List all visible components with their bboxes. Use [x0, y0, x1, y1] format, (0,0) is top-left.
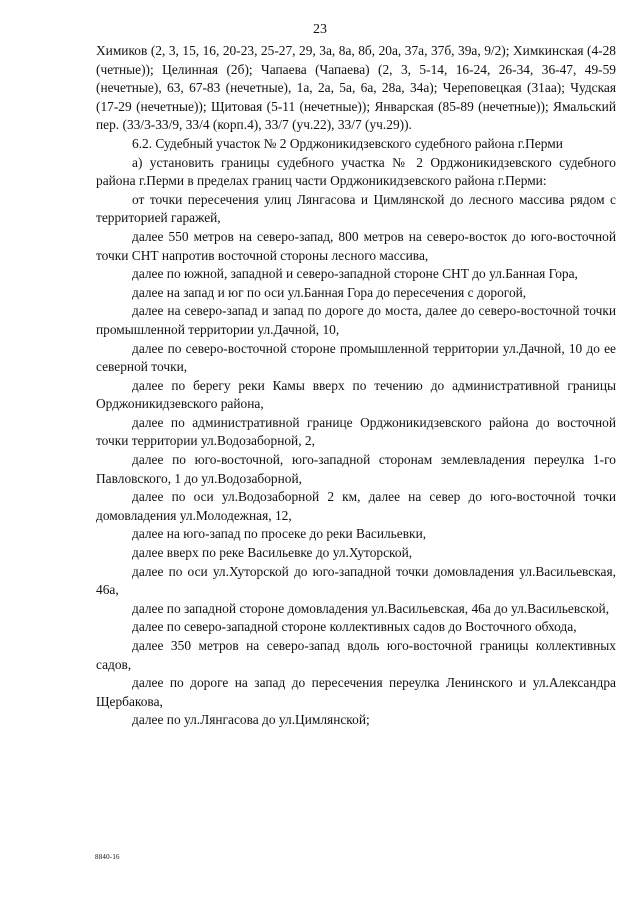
paragraph-boundaries-intro: а) установить границы судебного участка № 2 Орджоникидзевского судебного района г.Перми в пределах границ части Орджоникидзевского района г.Перми: — [96, 154, 616, 189]
footer-document-code: 8840-16 — [95, 853, 120, 861]
paragraph-boundary: далее по западной стороне домовладения ул.Васильевская, 46а до ул.Васильевской, — [132, 600, 610, 616]
paragraph-boundary: далее по берегу реки Камы вверх по течению до административной границы Орджоникидзевского района, — [96, 377, 616, 412]
paragraph-boundary: далее на северо-запад и запад по дороге до моста, далее до северо-восточной точки промышленной территории ул.Дачной, 10, — [96, 303, 616, 337]
paragraph-boundary: далее по северо-восточной стороне промышленной территории ул.Дачной, 10 до ее северной точки, — [96, 340, 616, 375]
paragraph-boundary: далее на запад и юг по оси ул.Банная Гора до пересечения с дорогой, — [132, 284, 527, 300]
page-number: 23 — [313, 22, 327, 37]
paragraph-boundary: далее по оси ул.Хуторской до юго-западной точки домовладения ул.Васильевская, 46а, — [96, 563, 616, 598]
paragraph-boundary: далее по оси ул.Водозаборной 2 км, далее на север до юго-восточной точки домовладения ул.Молодежная, 12, — [96, 489, 616, 523]
paragraph-boundary: далее 350 метров на северо-запад вдоль юго-восточной границы коллективных садов, — [96, 638, 616, 672]
paragraph-boundary: далее по южной, западной и северо-западной стороне СНТ до ул.Банная Гора, — [132, 266, 578, 282]
paragraph-boundary: от точки пересечения улиц Лянгасова и Цимлянской до лесного массива рядом с территорией гаражей, — [96, 191, 616, 226]
paragraph-boundary: далее по ул.Лянгасова до ул.Цимлянской; — [132, 712, 370, 728]
paragraph-section-heading: 6.2. Судебный участок № 2 Орджоникидзевского судебного района г.Перми — [132, 135, 563, 151]
paragraph-boundary: далее на юго-запад по просеке до реки Васильевки, — [132, 526, 427, 542]
document-body — [96, 42, 616, 730]
paragraph-boundary: далее 550 метров на северо-запад, 800 метров на северо-восток до юго-восточной точки СНТ напротив восточной стороны лесного массива, — [96, 228, 616, 263]
paragraph-street-list: Химиков (2, 3, 15, 16, 20-23, 25-27, 29, 3а, 8а, 8б, 20а, 37а, 37б, 39а, 9/2); Химкинская (4-28 (четные)); Целинная (2б); Чапаева (Чапаева) (2, 3, 5-14, 16-24, 26-34, 36-47, 49-59 (нечетные), 63, 67-83 (нечетные), 1а, 2а, 5а, 6а, 28а, 34а); Череповецкая (31аа); Чудская (17-29 (нечетные)); Щитовая (5-11 (нечетные)); Январская (85-89 (нечетные)); Ямальский пер. (33/3-33/9, 33/4 (корп.4), 33/7 (уч.22), 33/7 (уч.29)). — [96, 43, 616, 133]
paragraph-boundary: далее по дороге на запад до пересечения переулка Ленинского и ул.Александра Щербакова, — [96, 675, 616, 709]
paragraph-boundary: далее по административной границе Орджоникидзевского района до восточной точки территории ул.Водозаборной, 2, — [96, 414, 616, 449]
paragraph-boundary: далее вверх по реке Васильевке до ул.Хуторской, — [132, 545, 413, 561]
paragraph-boundary: далее по юго-восточной, юго-западной сторонам землевладения переулка 1-го Павловского, 1 до ул.Водозаборной, — [96, 452, 616, 486]
paragraph-boundary: далее по северо-западной стороне коллективных садов до Восточного обхода, — [132, 619, 577, 635]
